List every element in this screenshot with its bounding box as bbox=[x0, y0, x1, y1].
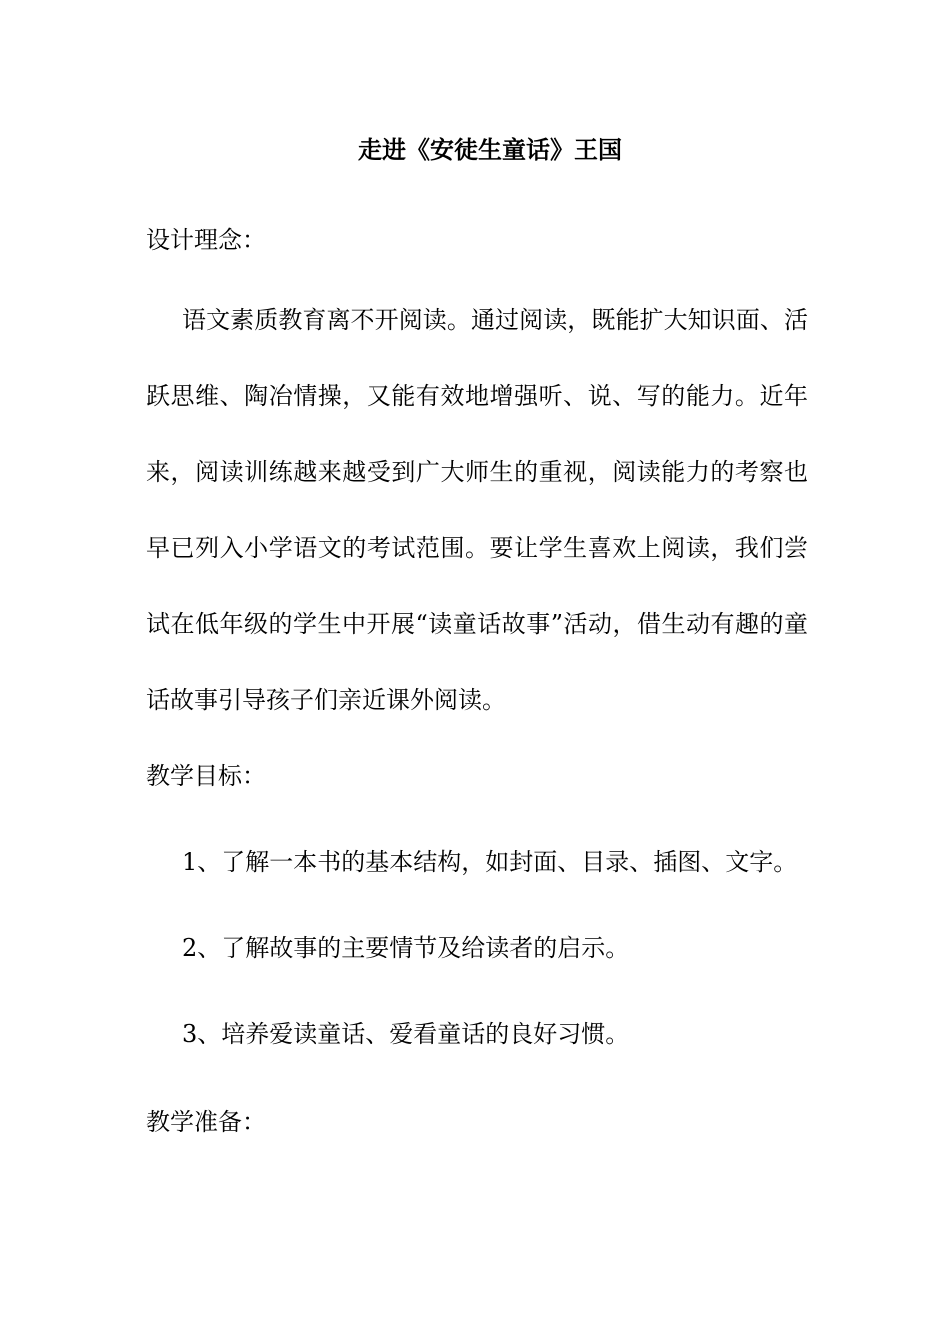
design-concept-heading: 设计理念： bbox=[146, 226, 266, 254]
teaching-goal-item-1: 1、了解一本书的基本结构，如封面、目录、插图、文字。 bbox=[182, 848, 798, 876]
design-concept-paragraph: 语文素质教育离不开阅读。通过阅读，既能扩大知识面、活跃思维、陶冶情操，又能有效地增强听、说、写的能力。近年来，阅读训练越来越受到广大师生的重视，阅读能力的考察也早已列入小学语文的考试范围。要让学生喜欢上阅读，我们尝试在低年级的学生中开展“读童话故事”活动，借生动有趣的童话故事引导孩子们亲近课外阅读。 bbox=[146, 306, 808, 714]
teaching-preparation-heading: 教学准备： bbox=[146, 1108, 266, 1136]
document-title: 走进《安徒生童话》王国 bbox=[358, 135, 622, 164]
teaching-goals-heading: 教学目标： bbox=[146, 762, 266, 790]
teaching-goal-item-2: 2、了解故事的主要情节及给读者的启示。 bbox=[182, 934, 630, 962]
teaching-goal-item-3: 3、培养爱读童话、爱看童话的良好习惯。 bbox=[182, 1020, 630, 1048]
